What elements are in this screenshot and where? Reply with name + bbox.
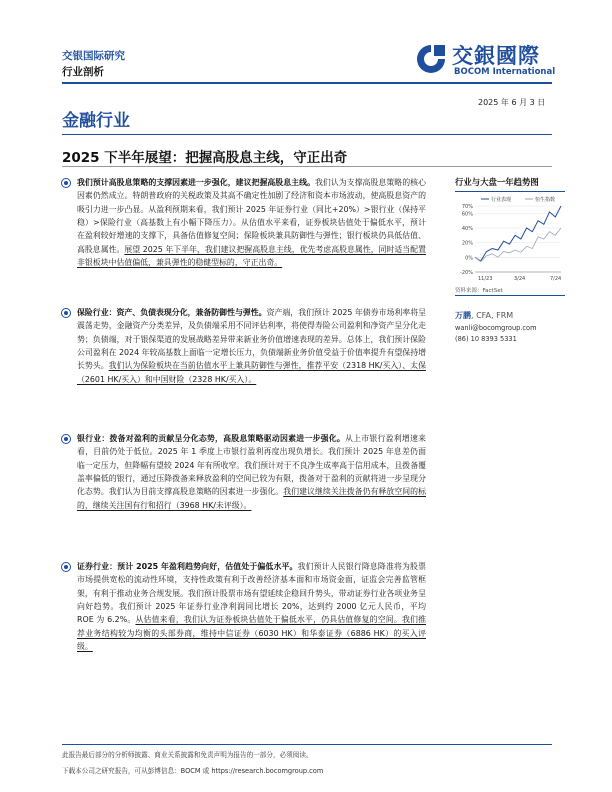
brand-label: 交银国际研究 <box>62 50 125 62</box>
bullet-strategy <box>60 176 426 306</box>
y-tick-label: -20% <box>460 270 473 276</box>
trend-chart <box>455 194 565 284</box>
bullet-icon <box>61 434 71 444</box>
category-label: 行业剖析 <box>62 66 104 78</box>
bullet-lead: 我们预计高股息策略的支撑因素进一步强化，建议把握高股息主线。 <box>77 178 315 187</box>
y-tick-label: 60% <box>461 211 473 218</box>
bullet-highlight: 我们建议继续关注拨备仍有释放空间的标的，继续关注国有行和招行（3968 HK/未评级）。 <box>77 487 426 510</box>
bullet-icon <box>61 178 71 188</box>
sector-rule <box>62 134 552 135</box>
main-content <box>60 176 426 676</box>
title-rule <box>62 166 552 167</box>
bullet-lead: 银行业：拨备对盈利的贡献呈分化态势，高股息策略驱动因素进一步强化。 <box>77 434 345 443</box>
bullet-body: 我们预计人民银行降息降准将为股票市场提供宽松的流动性环境，支持性政策有利于改善经济基本面和市场资金面，证监会完善监管框架，有利于推动业务合规发展。我们预计股票市场有望延续企稳回升势头，带动证券行业各项业务呈向好趋势。我们预计 2025 年证券行业净利润同比增长 20%，达到约 2000 亿元人民币，平均 ROE 为 6.2%。 <box>77 562 426 625</box>
analyst-phone: (86) 10 8393 5331 <box>455 335 517 343</box>
analyst-name-text: 万鹏 <box>455 311 471 320</box>
bullet-body: 从上市银行盈利增速来看，目前仍处于低位。2025 年 1 季度上市银行盈利再度出现负增长。我们预计 2025 年息差仍面临一定压力，但降幅有望较 2024 年有所收窄。我们预计对于不良净生成率高于信用成本，且拨备覆盖率偏低的银行，通过压降拨备来释放盈利的空间已较为有限，拨备对于盈利的贡献将进一步呈现分化态势。我们认为目前支撑高股息策略的因素进一步强化。 <box>77 434 426 497</box>
report-title: 2025 下半年展望：把握高股息主线，守正出奇 <box>62 150 348 166</box>
bullet-securities <box>60 560 426 676</box>
bullet-body: 资产端，我们预计 2025 年债券市场利率将呈震荡走势，金融资产分类差异，及负债端采用不同评估利率，将使得寿险公司盈利和净资产呈分化走势；负债端，对于银保渠道的发展战略差异带来新业务价值增速表现的差异。总体上，我们预计保险公司盈利在 2024 年较高基数上面临一定增长压力，负债端新业务价值受益于价值率提升有望保持增长势头。 <box>77 308 426 371</box>
bullet-lead: 保险行业：资产、负债表现分化，兼备防御性与弹性。 <box>77 308 267 317</box>
x-tick-label: 3/24 <box>514 276 526 282</box>
analyst-credentials: , CFA, FRM <box>471 311 514 320</box>
bullet-body: 我们认为支撑高股息策略的核心因素仍然成立。特朗普政府的关税政策及其高不确定性加剧了经济和资本市场波动，使高股息资产的吸引力进一步凸显。从盈利预期来看，我们预计 2025 年证券行业（同比+20%）>银行业（保持平稳）>保险行业（高基数上有小幅下降压力）。从估值水平来看，证券板块估值处于偏低水平，预计在盈利较好增速的支撑下，具备估值修复空间；保险板块兼具防御性与弹性；银行板块仍具低估值、高股息属性。 <box>77 178 426 254</box>
bullet-insurance <box>60 306 426 432</box>
logo-cn-text: 交銀國際 <box>452 44 540 68</box>
sidebar <box>455 176 565 345</box>
legend-label: 恒生指数 <box>535 197 556 203</box>
y-tick-label: 70% <box>461 204 473 210</box>
logo-en-text: BOCOM International <box>454 67 556 77</box>
analyst-contact <box>455 323 565 345</box>
report-date: 2025 年 6 月 3 日 <box>478 98 546 107</box>
footer-rule <box>62 744 552 745</box>
bullet-highlight: 我们认为保险板块在当前估值水平上兼具防御性与弹性，推荐平安（2318 HK/买入）、太保（2601 HK/买入）和中国财险（2328 HK/买入）。 <box>77 361 426 384</box>
bocom-logo <box>414 40 564 76</box>
bullet-lead: 证券行业：预计 2025 年盈利趋势向好，估值处于偏低水平。 <box>77 562 298 571</box>
chart-title: 行业与大盘一年趋势图 <box>455 177 539 187</box>
analyst-email[interactable]: wanli@bocomgroup.com <box>455 324 537 332</box>
footer-download[interactable]: 下载本公司之研究报告，可从彭博信息：BOCM 或 https://research.bocomgroup.com <box>62 767 324 775</box>
bullet-icon <box>61 562 71 572</box>
y-tick-label: 0% <box>465 255 473 262</box>
chart-source: 资料来源：FactSet <box>455 288 503 294</box>
bocom-logo-icon <box>414 42 448 76</box>
y-tick-label: 40% <box>461 226 473 232</box>
chart-bottom-rule <box>455 295 565 296</box>
analyst-name <box>455 310 565 321</box>
bullet-highlight: 从估值来看，我们认为证券板块估值处于偏低水平，仍具估值修复的空间。我们推荐业务结构较为均衡的头部券商，维持中信证券（6030 HK）和华泰证券（6886 HK）的买入评级。 <box>77 615 426 652</box>
y-tick-label: 20% <box>461 240 473 247</box>
sector-title: 金融行业 <box>62 111 130 131</box>
bullet-banking <box>60 432 426 560</box>
chart-top-rule <box>455 191 565 192</box>
bullet-highlight: 展望 2025 年下半年，我们建议把握高股息主线，优先考虑高股息属性，同时适当配置非银板块中估值偏低，兼具弹性的稳健型标的，守正出奇。 <box>77 244 426 268</box>
footer-disclaimer: 此报告最后部分的分析师披露、商业关系披露和免责声明为报告的一部分，必须阅读。 <box>62 751 313 759</box>
legend-label: 行业表现 <box>491 197 512 203</box>
bullet-icon <box>61 308 71 318</box>
x-tick-label: 7/24 <box>550 276 562 282</box>
header-rule <box>62 82 552 84</box>
series-line-index <box>475 228 561 262</box>
x-tick-label: 11/23 <box>478 276 493 282</box>
